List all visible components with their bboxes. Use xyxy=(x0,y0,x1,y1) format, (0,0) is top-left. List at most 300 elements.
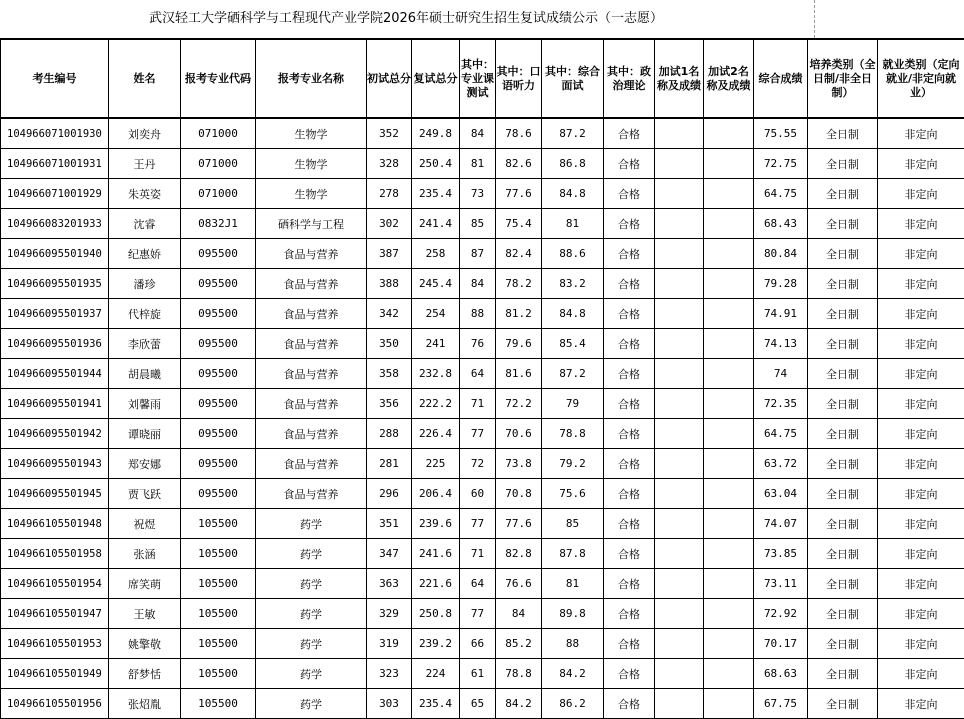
study-mode-cell: 全日制 xyxy=(808,659,878,689)
extra-test-2-cell xyxy=(704,118,754,149)
extra-test-2-cell xyxy=(704,569,754,599)
extra-test-1-cell xyxy=(655,569,704,599)
study-mode-cell: 全日制 xyxy=(808,239,878,269)
professional-test-cell: 65 xyxy=(460,689,496,719)
retest-total-cell: 241.4 xyxy=(412,209,460,239)
composite-score-cell: 74.91 xyxy=(754,299,808,329)
name-cell: 席笑萌 xyxy=(109,569,181,599)
major-name-cell: 生物学 xyxy=(256,149,367,179)
politics-cell: 合格 xyxy=(604,149,655,179)
extra-test-1-cell xyxy=(655,479,704,509)
candidate-id-cell: 104966105501947 xyxy=(1,599,109,629)
interview-cell: 84.8 xyxy=(542,299,604,329)
employment-type-cell: 非定向 xyxy=(878,209,964,239)
extra-test-2-cell xyxy=(704,689,754,719)
name-cell: 沈睿 xyxy=(109,209,181,239)
initial-total-cell: 356 xyxy=(367,389,412,419)
study-mode-cell: 全日制 xyxy=(808,629,878,659)
column-header: 其中：专业课测试 xyxy=(460,39,496,118)
table-row xyxy=(1,629,964,659)
initial-total-cell: 352 xyxy=(367,118,412,149)
retest-total-cell: 239.6 xyxy=(412,509,460,539)
major-name-cell: 生物学 xyxy=(256,179,367,209)
employment-type-cell: 非定向 xyxy=(878,269,964,299)
major-name-cell: 食品与营养 xyxy=(256,269,367,299)
column-header: 姓名 xyxy=(109,39,181,118)
table-row xyxy=(1,329,964,359)
initial-total-cell: 278 xyxy=(367,179,412,209)
interview-cell: 87.2 xyxy=(542,359,604,389)
study-mode-cell: 全日制 xyxy=(808,209,878,239)
extra-test-1-cell xyxy=(655,419,704,449)
table-row xyxy=(1,689,964,719)
retest-total-cell: 250.8 xyxy=(412,599,460,629)
politics-cell: 合格 xyxy=(604,449,655,479)
study-mode-cell: 全日制 xyxy=(808,569,878,599)
politics-cell: 合格 xyxy=(604,179,655,209)
composite-score-cell: 68.63 xyxy=(754,659,808,689)
extra-test-2-cell xyxy=(704,419,754,449)
candidate-id-cell: 104966105501956 xyxy=(1,689,109,719)
politics-cell: 合格 xyxy=(604,209,655,239)
major-name-cell: 食品与营养 xyxy=(256,449,367,479)
extra-test-1-cell xyxy=(655,269,704,299)
initial-total-cell: 350 xyxy=(367,329,412,359)
extra-test-2-cell xyxy=(704,599,754,629)
extra-test-1-cell xyxy=(655,179,704,209)
major-code-cell: 105500 xyxy=(181,689,256,719)
study-mode-cell: 全日制 xyxy=(808,599,878,629)
major-code-cell: 095500 xyxy=(181,239,256,269)
politics-cell: 合格 xyxy=(604,359,655,389)
title-spacer xyxy=(814,0,964,38)
oral-listening-cell: 82.6 xyxy=(496,149,542,179)
employment-type-cell: 非定向 xyxy=(878,569,964,599)
retest-total-cell: 206.4 xyxy=(412,479,460,509)
table-row xyxy=(1,659,964,689)
table-row xyxy=(1,269,964,299)
column-header: 初试总分 xyxy=(367,39,412,118)
major-code-cell: 071000 xyxy=(181,179,256,209)
composite-score-cell: 79.28 xyxy=(754,269,808,299)
politics-cell: 合格 xyxy=(604,599,655,629)
oral-listening-cell: 76.6 xyxy=(496,569,542,599)
retest-total-cell: 224 xyxy=(412,659,460,689)
oral-listening-cell: 72.2 xyxy=(496,389,542,419)
study-mode-cell: 全日制 xyxy=(808,329,878,359)
study-mode-cell: 全日制 xyxy=(808,479,878,509)
initial-total-cell: 347 xyxy=(367,539,412,569)
major-code-cell: 105500 xyxy=(181,599,256,629)
major-name-cell: 硒科学与工程 xyxy=(256,209,367,239)
professional-test-cell: 61 xyxy=(460,659,496,689)
study-mode-cell: 全日制 xyxy=(808,689,878,719)
candidate-id-cell: 104966095501940 xyxy=(1,239,109,269)
extra-test-2-cell xyxy=(704,149,754,179)
major-name-cell: 药学 xyxy=(256,539,367,569)
table-row xyxy=(1,569,964,599)
oral-listening-cell: 85.2 xyxy=(496,629,542,659)
interview-cell: 79.2 xyxy=(542,449,604,479)
employment-type-cell: 非定向 xyxy=(878,299,964,329)
extra-test-1-cell xyxy=(655,659,704,689)
major-name-cell: 食品与营养 xyxy=(256,239,367,269)
oral-listening-cell: 81.2 xyxy=(496,299,542,329)
column-header: 综合成绩 xyxy=(754,39,808,118)
major-code-cell: 071000 xyxy=(181,118,256,149)
retest-total-cell: 221.6 xyxy=(412,569,460,599)
initial-total-cell: 319 xyxy=(367,629,412,659)
candidate-id-cell: 104966095501941 xyxy=(1,389,109,419)
initial-total-cell: 358 xyxy=(367,359,412,389)
initial-total-cell: 329 xyxy=(367,599,412,629)
table-header-row xyxy=(1,39,964,118)
professional-test-cell: 77 xyxy=(460,509,496,539)
extra-test-2-cell xyxy=(704,239,754,269)
employment-type-cell: 非定向 xyxy=(878,179,964,209)
extra-test-2-cell xyxy=(704,359,754,389)
candidate-id-cell: 104966095501942 xyxy=(1,419,109,449)
extra-test-2-cell xyxy=(704,479,754,509)
candidate-id-cell: 104966105501949 xyxy=(1,659,109,689)
oral-listening-cell: 82.8 xyxy=(496,539,542,569)
initial-total-cell: 387 xyxy=(367,239,412,269)
composite-score-cell: 72.92 xyxy=(754,599,808,629)
initial-total-cell: 323 xyxy=(367,659,412,689)
table-row xyxy=(1,509,964,539)
professional-test-cell: 73 xyxy=(460,179,496,209)
composite-score-cell: 80.84 xyxy=(754,239,808,269)
major-name-cell: 食品与营养 xyxy=(256,329,367,359)
employment-type-cell: 非定向 xyxy=(878,479,964,509)
extra-test-2-cell xyxy=(704,659,754,689)
oral-listening-cell: 70.6 xyxy=(496,419,542,449)
major-code-cell: 105500 xyxy=(181,629,256,659)
composite-score-cell: 73.85 xyxy=(754,539,808,569)
composite-score-cell: 75.55 xyxy=(754,118,808,149)
retest-total-cell: 254 xyxy=(412,299,460,329)
interview-cell: 85 xyxy=(542,509,604,539)
column-header: 加试1名称及成绩 xyxy=(655,39,704,118)
oral-listening-cell: 78.6 xyxy=(496,118,542,149)
study-mode-cell: 全日制 xyxy=(808,149,878,179)
column-header: 报考专业名称 xyxy=(256,39,367,118)
name-cell: 王丹 xyxy=(109,149,181,179)
interview-cell: 78.8 xyxy=(542,419,604,449)
extra-test-2-cell xyxy=(704,329,754,359)
oral-listening-cell: 75.4 xyxy=(496,209,542,239)
professional-test-cell: 87 xyxy=(460,239,496,269)
oral-listening-cell: 73.8 xyxy=(496,449,542,479)
table-row xyxy=(1,419,964,449)
major-name-cell: 生物学 xyxy=(256,118,367,149)
name-cell: 祝煜 xyxy=(109,509,181,539)
name-cell: 张炤胤 xyxy=(109,689,181,719)
study-mode-cell: 全日制 xyxy=(808,299,878,329)
initial-total-cell: 342 xyxy=(367,299,412,329)
name-cell: 贾飞跃 xyxy=(109,479,181,509)
extra-test-1-cell xyxy=(655,689,704,719)
retest-total-cell: 222.2 xyxy=(412,389,460,419)
study-mode-cell: 全日制 xyxy=(808,359,878,389)
interview-cell: 88 xyxy=(542,629,604,659)
composite-score-cell: 63.04 xyxy=(754,479,808,509)
employment-type-cell: 非定向 xyxy=(878,629,964,659)
name-cell: 李欣蕾 xyxy=(109,329,181,359)
name-cell: 张涵 xyxy=(109,539,181,569)
retest-total-cell: 225 xyxy=(412,449,460,479)
name-cell: 潘珍 xyxy=(109,269,181,299)
table-row xyxy=(1,479,964,509)
table-row xyxy=(1,359,964,389)
major-name-cell: 食品与营养 xyxy=(256,359,367,389)
politics-cell: 合格 xyxy=(604,539,655,569)
extra-test-2-cell xyxy=(704,389,754,419)
column-header: 加试2名称及成绩 xyxy=(704,39,754,118)
extra-test-2-cell xyxy=(704,449,754,479)
extra-test-2-cell xyxy=(704,629,754,659)
study-mode-cell: 全日制 xyxy=(808,419,878,449)
composite-score-cell: 74.13 xyxy=(754,329,808,359)
candidate-id-cell: 104966095501944 xyxy=(1,359,109,389)
major-code-cell: 095500 xyxy=(181,299,256,329)
candidate-id-cell: 104966071001930 xyxy=(1,118,109,149)
employment-type-cell: 非定向 xyxy=(878,239,964,269)
initial-total-cell: 281 xyxy=(367,449,412,479)
major-name-cell: 药学 xyxy=(256,629,367,659)
employment-type-cell: 非定向 xyxy=(878,689,964,719)
professional-test-cell: 77 xyxy=(460,599,496,629)
interview-cell: 81 xyxy=(542,569,604,599)
composite-score-cell: 67.75 xyxy=(754,689,808,719)
initial-total-cell: 328 xyxy=(367,149,412,179)
politics-cell: 合格 xyxy=(604,419,655,449)
study-mode-cell: 全日制 xyxy=(808,269,878,299)
initial-total-cell: 288 xyxy=(367,419,412,449)
candidate-id-cell: 104966095501935 xyxy=(1,269,109,299)
employment-type-cell: 非定向 xyxy=(878,419,964,449)
professional-test-cell: 77 xyxy=(460,419,496,449)
retest-total-cell: 241.6 xyxy=(412,539,460,569)
candidate-id-cell: 104966095501943 xyxy=(1,449,109,479)
candidate-id-cell: 104966105501948 xyxy=(1,509,109,539)
name-cell: 王敏 xyxy=(109,599,181,629)
composite-score-cell: 64.75 xyxy=(754,419,808,449)
interview-cell: 84.2 xyxy=(542,659,604,689)
oral-listening-cell: 84.2 xyxy=(496,689,542,719)
table-row xyxy=(1,179,964,209)
candidate-id-cell: 104966105501954 xyxy=(1,569,109,599)
major-name-cell: 药学 xyxy=(256,689,367,719)
interview-cell: 83.2 xyxy=(542,269,604,299)
extra-test-1-cell xyxy=(655,329,704,359)
major-code-cell: 095500 xyxy=(181,269,256,299)
retest-total-cell: 232.8 xyxy=(412,359,460,389)
oral-listening-cell: 82.4 xyxy=(496,239,542,269)
major-code-cell: 095500 xyxy=(181,359,256,389)
professional-test-cell: 84 xyxy=(460,118,496,149)
oral-listening-cell: 78.8 xyxy=(496,659,542,689)
professional-test-cell: 76 xyxy=(460,329,496,359)
study-mode-cell: 全日制 xyxy=(808,118,878,149)
employment-type-cell: 非定向 xyxy=(878,329,964,359)
employment-type-cell: 非定向 xyxy=(878,149,964,179)
extra-test-1-cell xyxy=(655,359,704,389)
extra-test-1-cell xyxy=(655,149,704,179)
table-row xyxy=(1,449,964,479)
candidate-id-cell: 104966095501945 xyxy=(1,479,109,509)
retest-total-cell: 239.2 xyxy=(412,629,460,659)
major-code-cell: 095500 xyxy=(181,329,256,359)
name-cell: 舒梦恬 xyxy=(109,659,181,689)
major-code-cell: 105500 xyxy=(181,539,256,569)
extra-test-1-cell xyxy=(655,449,704,479)
professional-test-cell: 71 xyxy=(460,389,496,419)
page-title: 武汉轻工大学硒科学与工程现代产业学院2026年硕士研究生招生复试成绩公示（一志愿） xyxy=(0,0,812,38)
candidate-id-cell: 104966071001929 xyxy=(1,179,109,209)
extra-test-2-cell xyxy=(704,539,754,569)
interview-cell: 79 xyxy=(542,389,604,419)
major-code-cell: 095500 xyxy=(181,479,256,509)
extra-test-2-cell xyxy=(704,299,754,329)
professional-test-cell: 85 xyxy=(460,209,496,239)
interview-cell: 87.2 xyxy=(542,118,604,149)
professional-test-cell: 72 xyxy=(460,449,496,479)
employment-type-cell: 非定向 xyxy=(878,389,964,419)
major-name-cell: 食品与营养 xyxy=(256,419,367,449)
name-cell: 郑安娜 xyxy=(109,449,181,479)
retest-total-cell: 258 xyxy=(412,239,460,269)
politics-cell: 合格 xyxy=(604,569,655,599)
major-code-cell: 095500 xyxy=(181,389,256,419)
composite-score-cell: 63.72 xyxy=(754,449,808,479)
retest-total-cell: 245.4 xyxy=(412,269,460,299)
interview-cell: 88.6 xyxy=(542,239,604,269)
professional-test-cell: 81 xyxy=(460,149,496,179)
major-code-cell: 095500 xyxy=(181,419,256,449)
interview-cell: 86.2 xyxy=(542,689,604,719)
initial-total-cell: 296 xyxy=(367,479,412,509)
oral-listening-cell: 70.8 xyxy=(496,479,542,509)
name-cell: 胡晨曦 xyxy=(109,359,181,389)
oral-listening-cell: 81.6 xyxy=(496,359,542,389)
oral-listening-cell: 77.6 xyxy=(496,179,542,209)
name-cell: 刘奕舟 xyxy=(109,118,181,149)
politics-cell: 合格 xyxy=(604,239,655,269)
interview-cell: 84.8 xyxy=(542,179,604,209)
oral-listening-cell: 79.6 xyxy=(496,329,542,359)
study-mode-cell: 全日制 xyxy=(808,389,878,419)
study-mode-cell: 全日制 xyxy=(808,179,878,209)
table-row xyxy=(1,209,964,239)
table-row xyxy=(1,149,964,179)
politics-cell: 合格 xyxy=(604,299,655,329)
extra-test-1-cell xyxy=(655,118,704,149)
interview-cell: 75.6 xyxy=(542,479,604,509)
candidate-id-cell: 104966095501937 xyxy=(1,299,109,329)
extra-test-1-cell xyxy=(655,299,704,329)
table-row xyxy=(1,239,964,269)
major-name-cell: 药学 xyxy=(256,659,367,689)
column-header: 培养类别（全日制/非全日制） xyxy=(808,39,878,118)
major-name-cell: 食品与营养 xyxy=(256,479,367,509)
major-code-cell: 105500 xyxy=(181,659,256,689)
study-mode-cell: 全日制 xyxy=(808,509,878,539)
major-name-cell: 药学 xyxy=(256,509,367,539)
retest-total-cell: 241 xyxy=(412,329,460,359)
oral-listening-cell: 78.2 xyxy=(496,269,542,299)
retest-total-cell: 226.4 xyxy=(412,419,460,449)
major-code-cell: 105500 xyxy=(181,569,256,599)
table-row xyxy=(1,389,964,419)
professional-test-cell: 66 xyxy=(460,629,496,659)
extra-test-1-cell xyxy=(655,509,704,539)
major-code-cell: 0832J1 xyxy=(181,209,256,239)
employment-type-cell: 非定向 xyxy=(878,449,964,479)
oral-listening-cell: 84 xyxy=(496,599,542,629)
professional-test-cell: 64 xyxy=(460,359,496,389)
initial-total-cell: 388 xyxy=(367,269,412,299)
professional-test-cell: 84 xyxy=(460,269,496,299)
politics-cell: 合格 xyxy=(604,118,655,149)
candidate-id-cell: 104966083201933 xyxy=(1,209,109,239)
initial-total-cell: 303 xyxy=(367,689,412,719)
major-code-cell: 095500 xyxy=(181,449,256,479)
extra-test-2-cell xyxy=(704,269,754,299)
major-name-cell: 药学 xyxy=(256,569,367,599)
politics-cell: 合格 xyxy=(604,389,655,419)
major-name-cell: 食品与营养 xyxy=(256,389,367,419)
column-header: 报考专业代码 xyxy=(181,39,256,118)
retest-total-cell: 249.8 xyxy=(412,118,460,149)
politics-cell: 合格 xyxy=(604,659,655,689)
initial-total-cell: 302 xyxy=(367,209,412,239)
name-cell: 纪惠娇 xyxy=(109,239,181,269)
composite-score-cell: 72.75 xyxy=(754,149,808,179)
extra-test-2-cell xyxy=(704,179,754,209)
name-cell: 代梓旋 xyxy=(109,299,181,329)
retest-total-cell: 250.4 xyxy=(412,149,460,179)
composite-score-cell: 72.35 xyxy=(754,389,808,419)
composite-score-cell: 64.75 xyxy=(754,179,808,209)
study-mode-cell: 全日制 xyxy=(808,449,878,479)
table-row xyxy=(1,118,964,149)
column-header: 考生编号 xyxy=(1,39,109,118)
table-body xyxy=(1,118,964,719)
professional-test-cell: 88 xyxy=(460,299,496,329)
major-code-cell: 105500 xyxy=(181,509,256,539)
column-header: 复试总分 xyxy=(412,39,460,118)
major-code-cell: 071000 xyxy=(181,149,256,179)
extra-test-1-cell xyxy=(655,389,704,419)
employment-type-cell: 非定向 xyxy=(878,359,964,389)
employment-type-cell: 非定向 xyxy=(878,599,964,629)
composite-score-cell: 74.07 xyxy=(754,509,808,539)
column-header: 其中：综合面试 xyxy=(542,39,604,118)
retest-total-cell: 235.4 xyxy=(412,689,460,719)
composite-score-cell: 73.11 xyxy=(754,569,808,599)
interview-cell: 89.8 xyxy=(542,599,604,629)
initial-total-cell: 363 xyxy=(367,569,412,599)
extra-test-1-cell xyxy=(655,539,704,569)
results-table xyxy=(0,38,964,719)
name-cell: 姚擎敬 xyxy=(109,629,181,659)
politics-cell: 合格 xyxy=(604,509,655,539)
interview-cell: 87.8 xyxy=(542,539,604,569)
name-cell: 朱英姿 xyxy=(109,179,181,209)
column-header: 就业类别（定向就业/非定向就业） xyxy=(878,39,964,118)
candidate-id-cell: 104966071001931 xyxy=(1,149,109,179)
